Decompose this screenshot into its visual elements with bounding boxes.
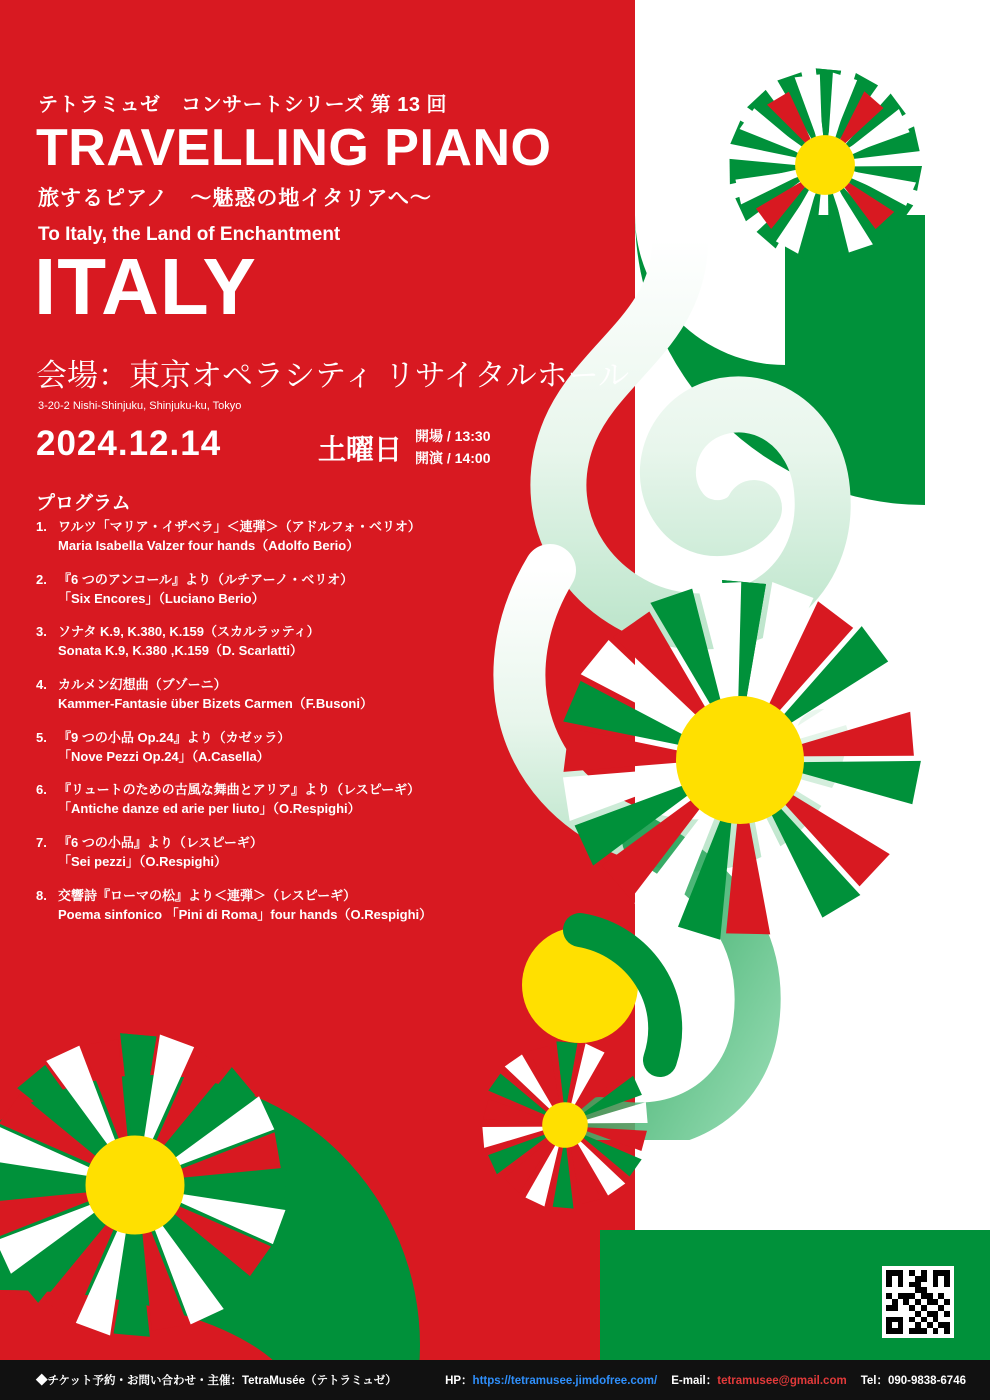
program-title-jp: 『6 つの小品』より（レスピーギ） bbox=[58, 835, 263, 851]
footer-email-address[interactable]: tetramusee@gmail.com bbox=[717, 1375, 847, 1387]
footer-hp-url[interactable]: https://tetramusee.jimdofree.com/ bbox=[472, 1375, 658, 1387]
program-number: 4. bbox=[36, 677, 47, 693]
list-item bbox=[36, 571, 506, 609]
event-times bbox=[415, 426, 490, 469]
list-item bbox=[36, 887, 506, 925]
program-title-jp: 交響詩『ローマの松』より＜連弾＞（レスピーギ） bbox=[58, 887, 357, 903]
list-item bbox=[36, 729, 506, 767]
poster-subtitle-english: To Italy, the Land of Enchantment bbox=[38, 224, 341, 245]
program-title-en: 「Nove Pezzi Op.24」（A.Casella） bbox=[58, 748, 270, 764]
door-open-time: 開場 / 13:30 bbox=[415, 428, 491, 444]
program-title-en: Sonata K.9, K.380 ,K.159（D. Scarlatti） bbox=[58, 643, 303, 659]
venue-name: 会場：東京オペラシティ リサイタルホール bbox=[36, 358, 629, 394]
list-item bbox=[36, 676, 506, 714]
program-number: 5. bbox=[36, 729, 47, 745]
program-title-en: Maria Isabella Valzer four hands（Adolfo Berio） bbox=[58, 537, 360, 553]
concert-series-label: テトラミュゼ コンサートシリーズ 第 13 回 bbox=[38, 94, 448, 116]
footer-email-label: E-mail： bbox=[671, 1375, 718, 1387]
program-title-en: 「Antiche danze ed arie per liuto」（O.Respighi） bbox=[58, 801, 361, 817]
list-item bbox=[36, 834, 506, 872]
event-weekday: 土曜日 bbox=[318, 434, 403, 465]
list-item bbox=[36, 623, 506, 661]
program-number: 8. bbox=[36, 887, 47, 903]
program-number: 3. bbox=[36, 624, 47, 640]
footer-email bbox=[671, 1372, 846, 1388]
footer-hp-label: HP： bbox=[445, 1375, 473, 1387]
program-title-jp: カルメン幻想曲（ブゾーニ） bbox=[58, 677, 227, 693]
program-title-en: 「Six Encores」（Luciano Berio） bbox=[58, 590, 265, 606]
footer-tel: Tel：090-9838-6746 bbox=[860, 1375, 966, 1387]
program-title-jp: 『6 つのアンコール』より（ルチアーノ・ベリオ） bbox=[58, 571, 354, 587]
list-item bbox=[36, 518, 506, 556]
qr-code-pattern bbox=[886, 1270, 950, 1334]
program-title-jp: 『リュートのための古風な舞曲とアリア』より（レスピーギ） bbox=[58, 782, 421, 798]
program-heading: プログラム bbox=[36, 493, 131, 514]
qr-code[interactable] bbox=[882, 1266, 954, 1338]
program-title-en: 「Sei pezzi」（O.Respighi） bbox=[58, 853, 228, 869]
program-list bbox=[36, 518, 506, 940]
footer-hp bbox=[445, 1372, 657, 1388]
poster-title-japanese: 旅するピアノ 〜魅惑の地イタリアへ〜 bbox=[38, 187, 432, 210]
footer-bar bbox=[0, 1360, 990, 1400]
list-item bbox=[36, 781, 506, 819]
program-title-jp: ソナタ K.9, K.380, K.159（スカルラッティ） bbox=[58, 624, 320, 640]
program-title-en: Kammer-Fantasie über Bizets Carmen（F.Busoni） bbox=[58, 695, 373, 711]
program-number: 2. bbox=[36, 571, 47, 587]
program-title-jp: 『9 つの小品 Op.24』より（カゼッラ） bbox=[58, 729, 291, 745]
footer-contact-text: ◆チケット予約・お問い合わせ・主催：TetraMusée（テトラミュゼ） bbox=[36, 1375, 397, 1387]
program-number: 1. bbox=[36, 519, 47, 534]
event-date: 2024.12.14 bbox=[36, 424, 222, 463]
poster-title-english: TRAVELLING PIANO bbox=[36, 119, 552, 177]
program-title-jp: ワルツ「マリア・イザベラ」＜連弾＞（アドルフォ・ベリオ） bbox=[58, 519, 421, 534]
venue-address: 3-20-2 Nishi-Shinjuku, Shinjuku-ku, Tokyo bbox=[38, 400, 242, 412]
country-headline: ITALY bbox=[34, 242, 257, 331]
program-title-en: Poema sinfonico 「Pini di Roma」four hands（O.Respighi） bbox=[58, 906, 433, 922]
program-number: 7. bbox=[36, 835, 47, 851]
performance-start-time: 開演 / 14:00 bbox=[415, 449, 491, 466]
program-number: 6. bbox=[36, 782, 47, 798]
